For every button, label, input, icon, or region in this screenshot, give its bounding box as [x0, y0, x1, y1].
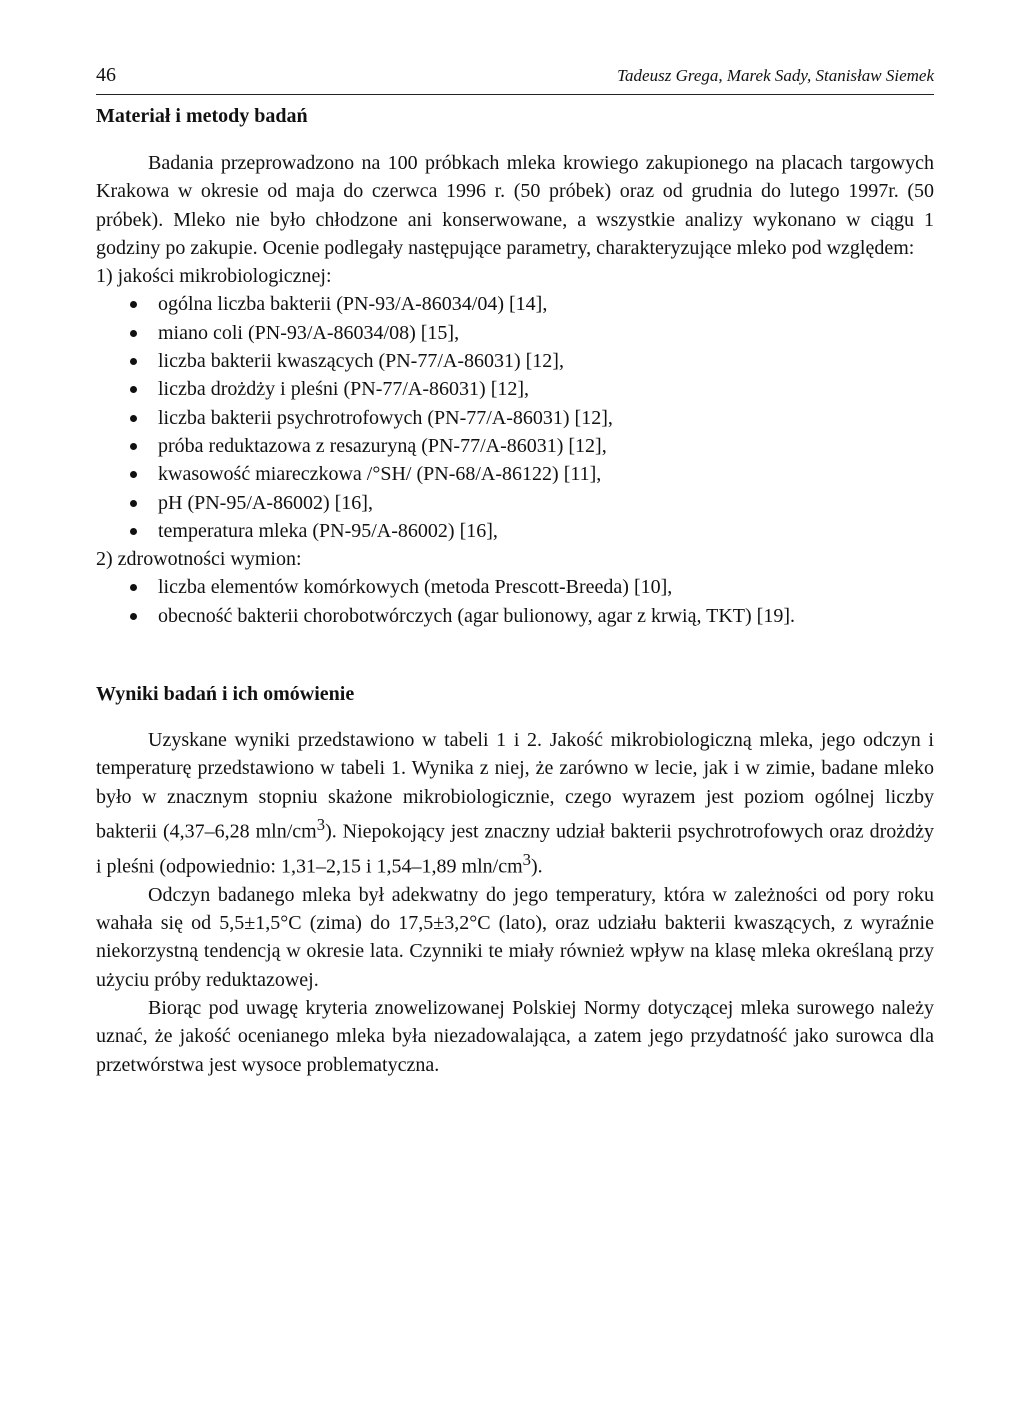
running-head-authors: Tadeusz Grega, Marek Sady, Stanisław Siemek	[617, 66, 934, 85]
list-item	[96, 404, 934, 432]
list-item-text: miano coli (PN-93/A-86034/08) [15],	[158, 321, 460, 344]
list-item	[96, 375, 934, 403]
list-item-text: kwasowość miareczkowa /°SH/ (PN-68/A-86122) [11],	[158, 463, 602, 486]
results-text: ).	[530, 855, 543, 878]
bullet-icon	[130, 386, 137, 393]
list-item	[96, 319, 934, 347]
section-heading-results: Wyniki badań i ich omówienie	[96, 683, 355, 706]
list-item-text: pH (PN-95/A-86002) [16],	[158, 491, 373, 514]
list-udder-health	[96, 573, 934, 630]
results-paragraph-2: Odczyn badanego mleka był adekwatny do jego temperatury, która w zależności od pory roku wahała się od 5,5±1,5°C (zima) do 17,5±3,2°C (lato), oraz udziału bakterii kwaszących, z wyraźnie niekorzystną tendencją w okresie lata. Czynniki te miały również wpływ na klasę mleka określaną przy użyciu próby reduktazowej.	[96, 883, 934, 991]
list-label-udder-health: 2) zdrowotności wymion:	[96, 548, 302, 571]
running-header	[96, 62, 934, 95]
list-item-text: temperatura mleka (PN-95/A-86002) [16],	[158, 519, 498, 542]
list-item-text: ogólna liczba bakterii (PN-93/A-86034/04) [14],	[158, 293, 548, 316]
section-heading-methods: Materiał i metody badań	[96, 105, 308, 127]
bullet-icon	[130, 415, 137, 422]
list-item	[96, 517, 934, 545]
results-text: Uzyskane wyniki przedstawiono w tabeli 1 i 2. Jakość mikrobiologiczną mleka, jego odczyn i temperaturę przedstawiono w tabeli 1. Wynika z niej, że zarówno w lecie, jak i w zimie, badane mleko było w znacznym stopniu skażone mikrobiologicznie, czego wyrazem jest poziom ogólnej liczby bakterii (4,37–6,28 mln/cm	[96, 729, 934, 843]
bullet-icon	[130, 301, 137, 308]
list-item	[96, 432, 934, 460]
bullet-icon	[130, 330, 137, 337]
superscript: 3	[522, 849, 531, 869]
list-item	[96, 489, 934, 517]
list-label-microbiological: 1) jakości mikrobiologicznej:	[96, 265, 332, 288]
page-content	[96, 102, 934, 1079]
list-item-text: liczba elementów komórkowych (metoda Prescott-Breeda) [10],	[158, 576, 673, 599]
bullet-icon	[130, 471, 137, 478]
list-item-text: próba reduktazowa z resazuryną (PN-77/A-86031) [12],	[158, 434, 607, 457]
list-item-text: liczba bakterii kwaszących (PN-77/A-86031) [12],	[158, 350, 564, 373]
bullet-icon	[130, 528, 137, 535]
list-item-text: liczba drożdży i pleśni (PN-77/A-86031) [12],	[158, 378, 530, 401]
page-number: 46	[96, 64, 116, 86]
methods-paragraph: Badania przeprowadzono na 100 próbkach mleka krowiego zakupionego na placach targowych Krakowa w okresie od maja do czerwca 1996 r. (50 próbek) oraz od grudnia do lutego 1997r. (50 próbek). Mleko nie było chłodzone ani konserwowane, a wszystkie analizy wykonano w ciągu 1 godziny po zakupie. Ocenie podlegały następujące parametry, charakteryzujące mleko pod względem:	[96, 152, 934, 259]
list-item-text: obecność bakterii chorobotwórczych (agar bulionowy, agar z krwią, TKT) [19].	[158, 604, 795, 627]
superscript: 3	[316, 814, 326, 834]
bullet-icon	[130, 443, 137, 450]
list-item	[96, 347, 934, 375]
list-item	[96, 573, 934, 601]
results-paragraph-3: Biorąc pod uwagę kryteria znowelizowanej Polskiej Normy dotyczącej mleka surowego należy uznać, że jakość ocenianego mleka była niezadowalająca, a zatem jego przydatność jako surowca dla przetwórstwa jest wysoce problematyczna.	[96, 997, 934, 1076]
list-item	[96, 460, 934, 488]
list-item	[96, 290, 934, 318]
bullet-icon	[130, 358, 137, 365]
bullet-icon	[130, 500, 137, 507]
results-text: ). Niepokojący jest znaczny udział bakterii psychrotrofowych oraz drożdży i pleśni (odpowiednio: 1,31–2,15 i 1,54–1,89 mln/cm	[96, 820, 934, 878]
list-microbiological	[96, 290, 934, 545]
bullet-icon	[130, 584, 137, 591]
list-item-text: liczba bakterii psychrotrofowych (PN-77/A-86031) [12],	[158, 406, 613, 429]
results-paragraph-1	[96, 726, 934, 881]
list-item	[96, 602, 934, 630]
bullet-icon	[130, 613, 137, 620]
